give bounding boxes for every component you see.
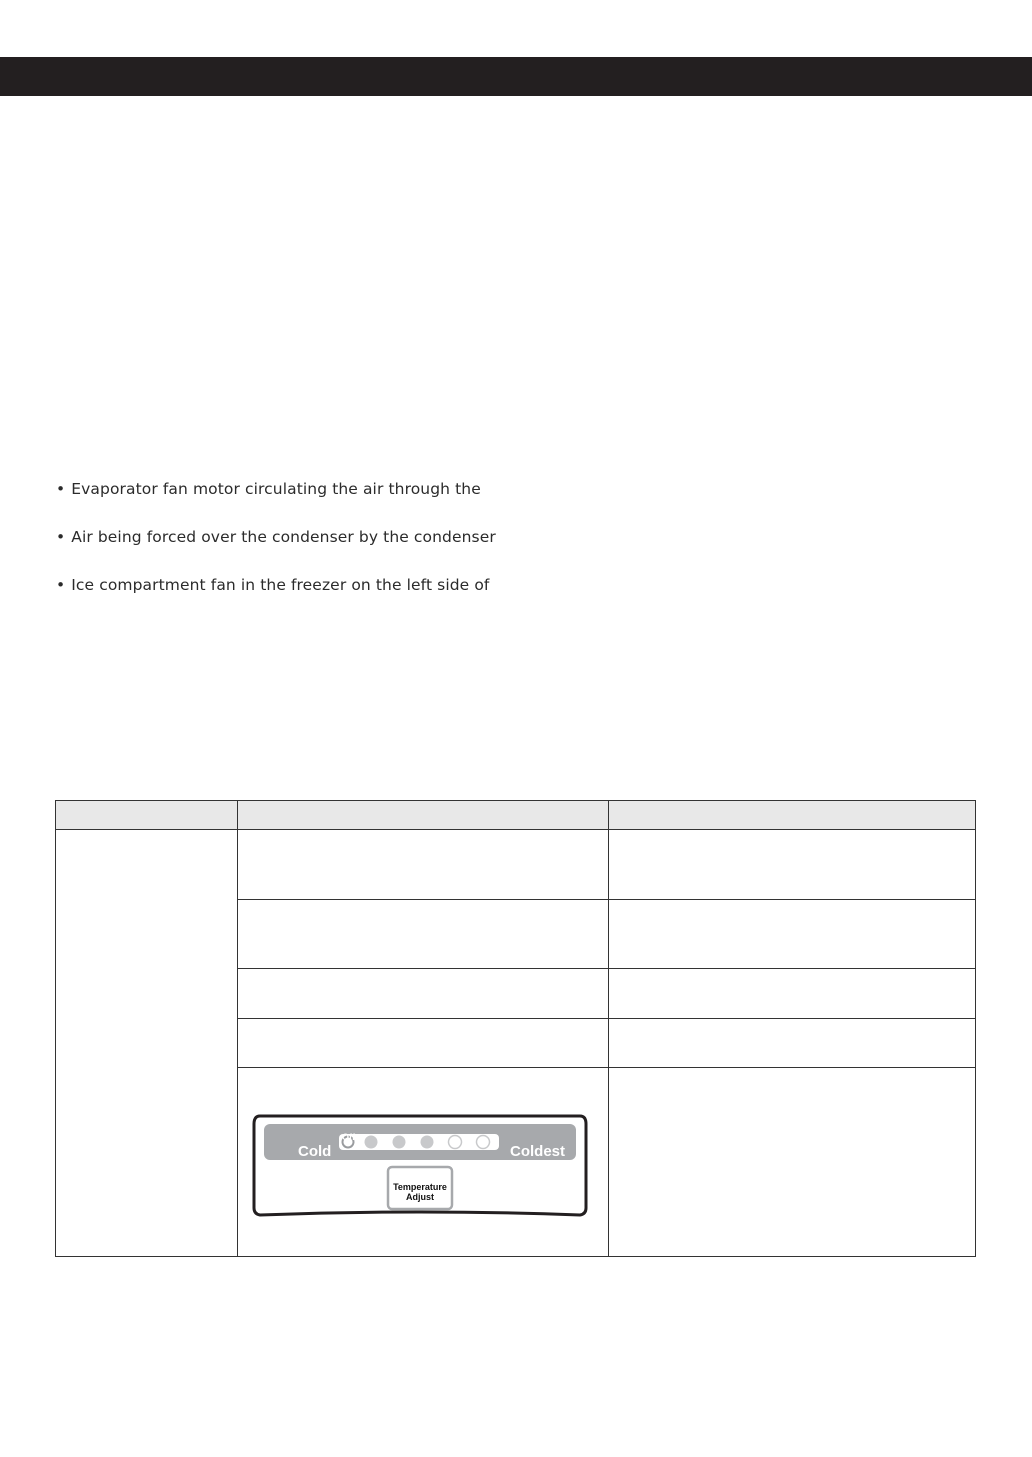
header-bar — [0, 57, 1032, 96]
cause-cell — [238, 1019, 609, 1068]
table-row — [56, 830, 976, 900]
solution-cell — [609, 1019, 976, 1068]
table-header-cell — [56, 801, 238, 830]
solution-cell — [609, 969, 976, 1019]
control-panel-illustration — [238, 1068, 608, 1256]
table-header-cell — [238, 801, 609, 830]
table-header-row — [56, 801, 976, 830]
coldest-label: Coldest — [510, 1143, 566, 1160]
temperature-adjust-label: Temperature Adjust — [393, 1182, 447, 1202]
table-header-cell — [609, 801, 976, 830]
indicator-dot — [477, 1136, 490, 1149]
indicator-track — [339, 1134, 499, 1150]
indicator-dot — [393, 1136, 406, 1149]
solution-cell — [609, 1068, 976, 1257]
cause-cell — [238, 830, 609, 900]
indicator-dot — [421, 1136, 434, 1149]
bullet-item: • Ice compartment fan in the freezer on the left side of — [56, 576, 490, 594]
control-panel-drawing — [250, 1112, 590, 1226]
indicator-dot — [449, 1136, 462, 1149]
cause-cell — [238, 900, 609, 969]
indicator-dot — [365, 1136, 378, 1149]
off-label: Off — [342, 1132, 355, 1142]
cause-cell — [238, 969, 609, 1019]
solution-cell — [609, 830, 976, 900]
cold-label: Cold — [298, 1143, 332, 1160]
problem-cell — [56, 830, 238, 1257]
troubleshooting-table — [55, 800, 976, 1257]
bullet-item: • Air being forced over the condenser by the condenser — [56, 528, 496, 546]
bullet-item: • Evaporator fan motor circulating the air through the — [56, 480, 481, 498]
solution-cell — [609, 900, 976, 969]
cause-cell — [238, 1068, 609, 1257]
